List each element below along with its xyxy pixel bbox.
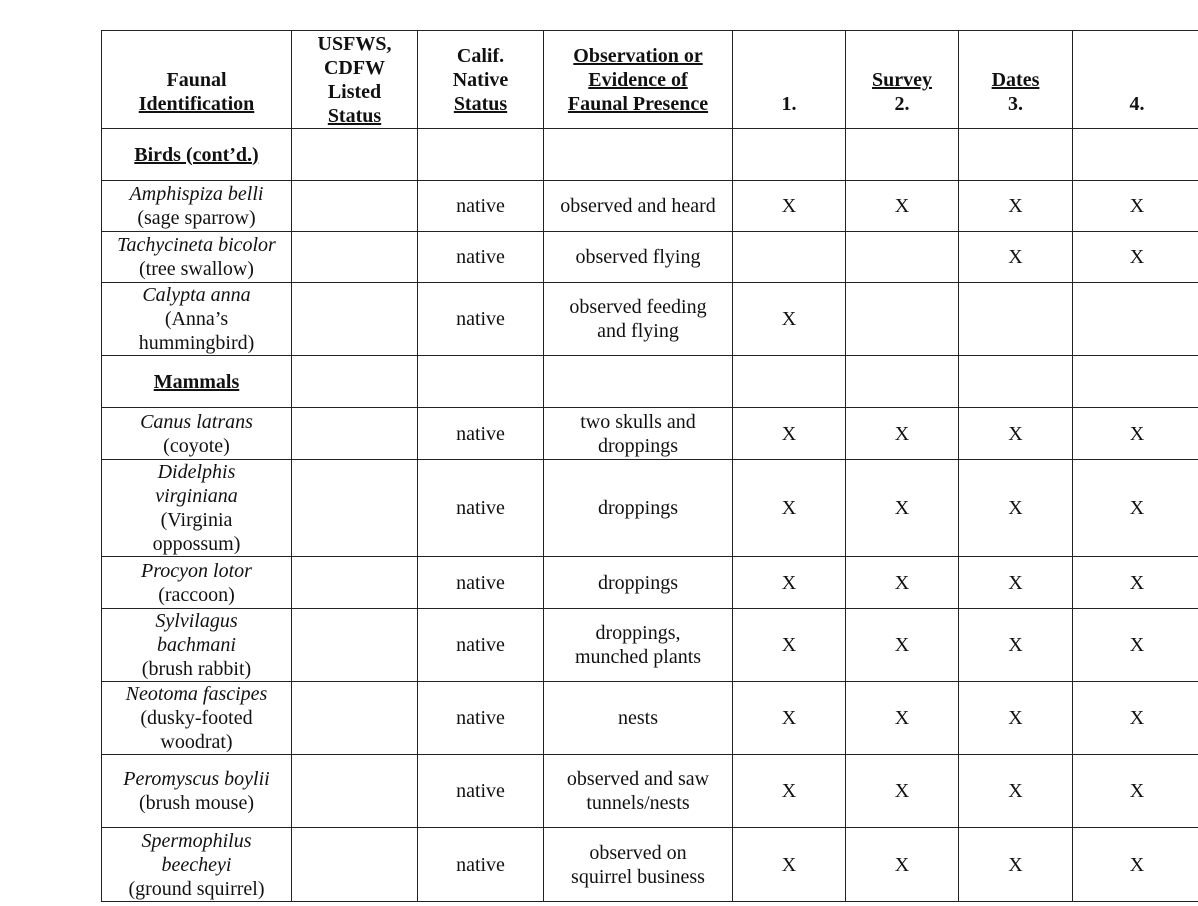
- native-status-cell: native: [418, 609, 544, 682]
- species-cell: [102, 460, 292, 557]
- cell-line: observed on: [589, 841, 687, 864]
- common-name: (Virginia: [160, 509, 233, 531]
- survey-date-3-cell: X: [959, 828, 1073, 902]
- header-date-4: 4.: [1073, 31, 1198, 129]
- species-cell: [102, 755, 292, 828]
- evidence-cell: [544, 755, 733, 828]
- evidence-cell: [544, 609, 733, 682]
- native-status-cell: native: [418, 232, 544, 283]
- survey-date-4-cell: X: [1073, 232, 1198, 283]
- empty-cell: [959, 129, 1073, 181]
- survey-date-3-cell: X: [959, 682, 1073, 755]
- common-name: (coyote): [163, 434, 230, 457]
- fauna-table: [101, 30, 1198, 902]
- common-name: (tree swallow): [139, 258, 254, 280]
- evidence-cell: [544, 557, 733, 609]
- empty-cell: [292, 129, 418, 181]
- common-name: (brush mouse): [139, 792, 254, 814]
- table-row: [102, 755, 1198, 828]
- empty-cell: [959, 356, 1073, 408]
- header-native-status: Calif. Native Status: [418, 31, 544, 129]
- cell-line: droppings: [598, 434, 678, 457]
- survey-date-3-cell: X: [959, 609, 1073, 682]
- survey-date-4-cell: X: [1073, 609, 1198, 682]
- scientific-name: Tachycineta bicolor: [117, 234, 276, 256]
- survey-date-4-cell: [1073, 283, 1198, 356]
- header-date-3: Dates 3.: [959, 31, 1073, 129]
- common-name: hummingbird): [138, 332, 255, 354]
- species-cell: [102, 408, 292, 460]
- listed-status-cell: [292, 408, 418, 460]
- section-row: [102, 129, 1198, 181]
- cell-line: two skulls and: [580, 410, 696, 433]
- listed-status-cell: [292, 609, 418, 682]
- empty-cell: [1073, 129, 1198, 181]
- species-cell: [102, 557, 292, 609]
- survey-date-2-cell: X: [846, 828, 959, 902]
- survey-date-1-cell: X: [733, 283, 846, 356]
- cell-line: observed flying: [575, 246, 701, 268]
- header-observation: Observation or Evidence of Faunal Presence: [544, 31, 733, 129]
- listed-status-cell: [292, 755, 418, 828]
- cell-line: nests: [618, 707, 658, 729]
- empty-cell: [846, 356, 959, 408]
- species-cell: [102, 828, 292, 902]
- cell-line: and flying: [597, 320, 679, 342]
- common-name: (Anna’s: [164, 308, 229, 330]
- table-row: [102, 232, 1198, 283]
- table-row: [102, 460, 1198, 557]
- table-row: [102, 609, 1198, 682]
- common-name: (ground squirrel): [128, 877, 265, 900]
- survey-date-2-cell: X: [846, 609, 959, 682]
- survey-date-4-cell: X: [1073, 181, 1198, 232]
- scientific-name: Peromyscus boylii: [123, 768, 270, 790]
- scientific-name: bachmani: [157, 634, 236, 656]
- common-name: (sage sparrow): [137, 207, 256, 229]
- common-name: (raccoon): [158, 583, 235, 606]
- survey-date-4-cell: X: [1073, 557, 1198, 609]
- survey-date-3-cell: X: [959, 460, 1073, 557]
- survey-date-2-cell: [846, 283, 959, 356]
- evidence-cell: [544, 682, 733, 755]
- header-faunal-identification: Faunal Identification: [102, 31, 292, 129]
- listed-status-cell: [292, 283, 418, 356]
- survey-date-4-cell: X: [1073, 682, 1198, 755]
- survey-date-1-cell: X: [733, 460, 846, 557]
- scientific-name: Neotoma fascipes: [125, 683, 268, 705]
- evidence-cell: [544, 828, 733, 902]
- section-title-label: Birds (cont’d.): [134, 143, 259, 166]
- scientific-name: Sylvilagus: [155, 610, 238, 632]
- scientific-name: Amphispiza belli: [129, 183, 264, 205]
- survey-date-3-cell: X: [959, 181, 1073, 232]
- empty-cell: [846, 129, 959, 181]
- cell-line: droppings,: [595, 622, 681, 644]
- empty-cell: [292, 356, 418, 408]
- table-row: [102, 181, 1198, 232]
- common-name: woodrat): [160, 731, 233, 753]
- survey-date-2-cell: X: [846, 755, 959, 828]
- listed-status-cell: [292, 828, 418, 902]
- listed-status-cell: [292, 232, 418, 283]
- empty-cell: [544, 356, 733, 408]
- cell-line: droppings: [598, 497, 678, 519]
- cell-line: tunnels/nests: [586, 792, 690, 814]
- native-status-cell: native: [418, 460, 544, 557]
- common-name: oppossum): [152, 533, 241, 555]
- evidence-cell: [544, 408, 733, 460]
- table-row: [102, 557, 1198, 609]
- scientific-name: Procyon lotor: [141, 559, 252, 582]
- native-status-cell: native: [418, 181, 544, 232]
- survey-date-1-cell: X: [733, 682, 846, 755]
- scientific-name: Didelphis: [157, 461, 236, 483]
- cell-line: observed and saw: [566, 768, 710, 790]
- table-row: [102, 682, 1198, 755]
- survey-date-3-cell: X: [959, 557, 1073, 609]
- scientific-name: virginiana: [155, 485, 238, 507]
- native-status-cell: native: [418, 283, 544, 356]
- scientific-name: Canus latrans: [140, 410, 253, 433]
- evidence-cell: [544, 460, 733, 557]
- native-status-cell: native: [418, 828, 544, 902]
- survey-date-1-cell: X: [733, 408, 846, 460]
- survey-date-2-cell: X: [846, 408, 959, 460]
- evidence-cell: [544, 181, 733, 232]
- table-row: [102, 828, 1198, 902]
- empty-cell: [418, 356, 544, 408]
- cell-line: squirrel business: [571, 865, 705, 888]
- section-title: [102, 129, 292, 181]
- header-listed-status: USFWS, CDFW Listed Status: [292, 31, 418, 129]
- scientific-name: beecheyi: [161, 853, 232, 876]
- header-row: [102, 31, 1198, 129]
- survey-date-3-cell: X: [959, 755, 1073, 828]
- scientific-name: Spermophilus: [141, 829, 252, 852]
- header-date-2: Survey 2.: [846, 31, 959, 129]
- survey-date-2-cell: X: [846, 460, 959, 557]
- survey-date-4-cell: X: [1073, 755, 1198, 828]
- cell-line: munched plants: [574, 646, 702, 668]
- table-row: [102, 283, 1198, 356]
- species-cell: [102, 609, 292, 682]
- survey-date-1-cell: X: [733, 755, 846, 828]
- listed-status-cell: [292, 557, 418, 609]
- survey-date-4-cell: X: [1073, 460, 1198, 557]
- empty-cell: [544, 129, 733, 181]
- common-name: (dusky-footed: [140, 707, 253, 729]
- listed-status-cell: [292, 181, 418, 232]
- native-status-cell: native: [418, 682, 544, 755]
- section-title-label: Mammals: [153, 370, 240, 393]
- section-row: [102, 356, 1198, 408]
- survey-date-2-cell: X: [846, 181, 959, 232]
- scientific-name: Calypta anna: [142, 284, 251, 306]
- common-name: (brush rabbit): [141, 658, 252, 680]
- species-cell: [102, 682, 292, 755]
- survey-date-1-cell: [733, 232, 846, 283]
- species-cell: [102, 283, 292, 356]
- evidence-cell: [544, 283, 733, 356]
- cell-line: droppings: [598, 571, 678, 594]
- species-cell: [102, 181, 292, 232]
- native-status-cell: native: [418, 755, 544, 828]
- survey-date-3-cell: X: [959, 232, 1073, 283]
- survey-date-2-cell: X: [846, 682, 959, 755]
- listed-status-cell: [292, 682, 418, 755]
- survey-date-1-cell: X: [733, 828, 846, 902]
- survey-date-3-cell: [959, 283, 1073, 356]
- empty-cell: [733, 356, 846, 408]
- cell-line: observed and heard: [560, 195, 716, 217]
- empty-cell: [418, 129, 544, 181]
- empty-cell: [1073, 356, 1198, 408]
- survey-date-2-cell: [846, 232, 959, 283]
- header-date-1: 1.: [733, 31, 846, 129]
- section-title: [102, 356, 292, 408]
- native-status-cell: native: [418, 408, 544, 460]
- species-cell: [102, 232, 292, 283]
- survey-date-4-cell: X: [1073, 408, 1198, 460]
- survey-date-1-cell: X: [733, 181, 846, 232]
- survey-date-2-cell: X: [846, 557, 959, 609]
- cell-line: observed feeding: [569, 296, 707, 318]
- empty-cell: [733, 129, 846, 181]
- survey-date-4-cell: X: [1073, 828, 1198, 902]
- survey-date-1-cell: X: [733, 557, 846, 609]
- evidence-cell: [544, 232, 733, 283]
- table-row: [102, 408, 1198, 460]
- survey-date-3-cell: X: [959, 408, 1073, 460]
- survey-date-1-cell: X: [733, 609, 846, 682]
- native-status-cell: native: [418, 557, 544, 609]
- listed-status-cell: [292, 460, 418, 557]
